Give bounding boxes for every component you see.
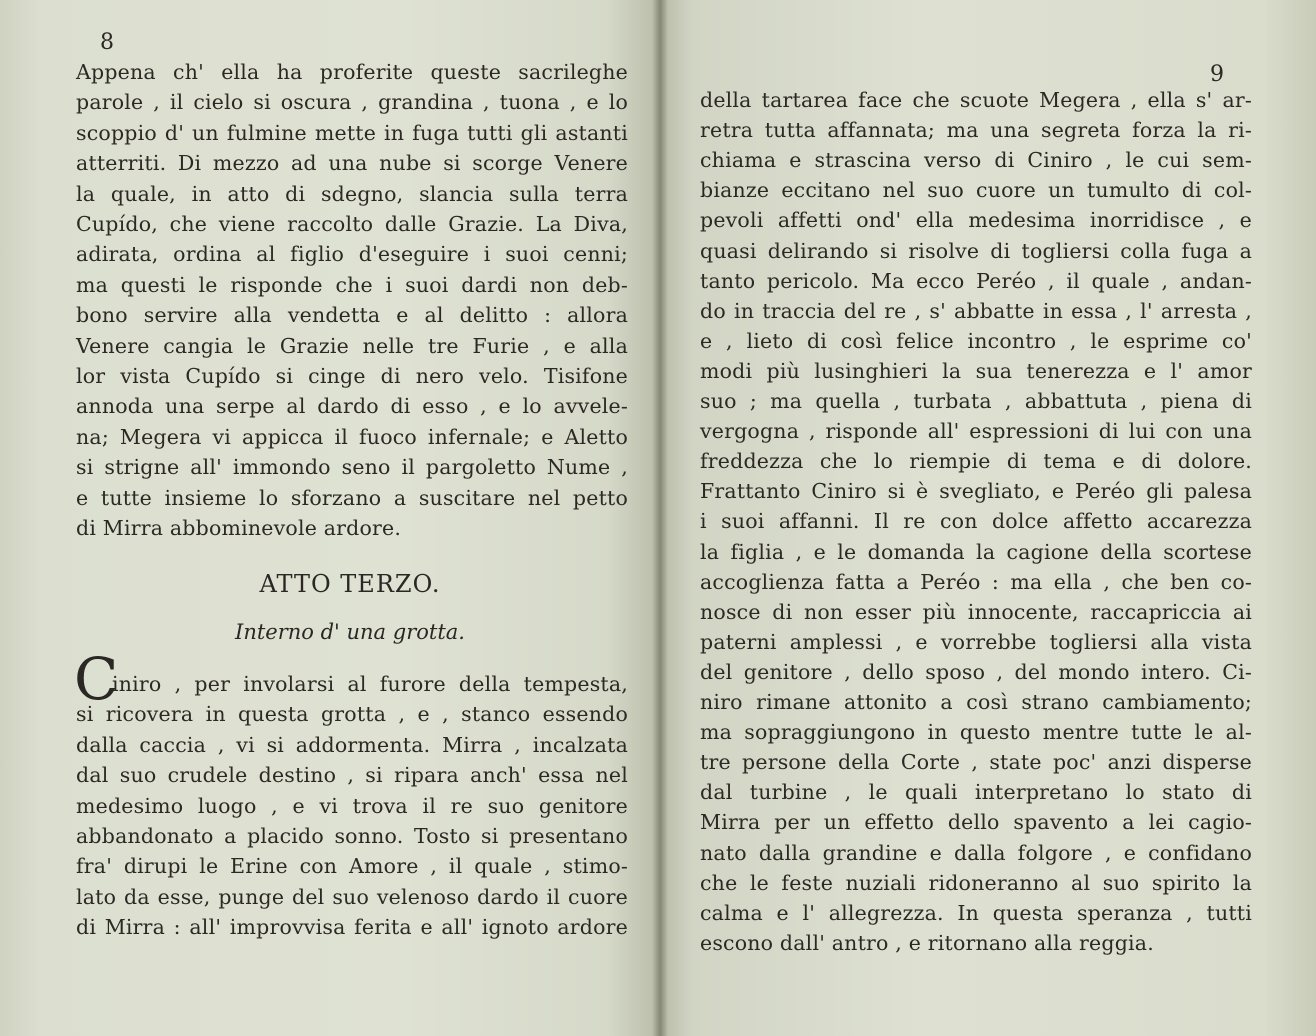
text-line: fra' dirupi le Erine con Amore , il quale , stimo- bbox=[76, 854, 628, 879]
text-line: quasi delirando si risolve di togliersi colla fuga a bbox=[700, 238, 1252, 263]
right-page bbox=[660, 0, 1316, 1036]
page-number-left: 8 bbox=[100, 30, 114, 55]
text-line: annoda una serpe al dardo di esso , e lo avvele- bbox=[76, 394, 628, 419]
text-line: i suoi affanni. Il re con dolce affetto accarezza bbox=[700, 509, 1252, 534]
text-line: parole , il cielo si oscura , grandina , tuona , e lo bbox=[76, 90, 628, 115]
text-line: dal suo crudele destino , si ripara anch' essa nel bbox=[76, 763, 628, 788]
text-line: pevoli affetti ond' ella medesima inorridisce , e bbox=[700, 208, 1252, 233]
text-line: dalla caccia , vi si addormenta. Mirra , incalzata bbox=[76, 732, 628, 757]
page-number-right: 9 bbox=[1210, 62, 1224, 87]
text-line: di Mirra : all' improvvisa ferita e all' ignoto ardore bbox=[76, 915, 628, 940]
text-line: medesimo luogo , e vi trova il re suo genitore bbox=[76, 793, 628, 818]
text-line: bianze eccitano nel suo cuore un tumulto di col- bbox=[700, 178, 1252, 203]
text-line: vergogna , risponde all' espressioni di lui con una bbox=[700, 419, 1252, 444]
text-line: e tutte insieme lo sforzano a suscitare nel petto bbox=[76, 485, 628, 510]
section-subtitle: Interno d' una grotta. bbox=[235, 620, 465, 644]
text-line: retra tutta affannata; ma una segreta forza la ri- bbox=[700, 118, 1252, 143]
text-line: Appena ch' ella ha proferite queste sacrileghe bbox=[76, 60, 628, 84]
drop-cap: C bbox=[74, 645, 119, 713]
text-line: del genitore , dello sposo , del mondo intero. Ci- bbox=[700, 659, 1252, 684]
text-line: freddezza che lo riempie di tema e di dolore. bbox=[700, 449, 1252, 474]
text-line: la figlia , e le domanda la cagione della scortese bbox=[700, 539, 1252, 564]
text-line: na; Megera vi appicca il fuoco infernale; e Aletto bbox=[76, 424, 628, 449]
text-line: dal turbine , le quali interpretano lo stato di bbox=[700, 780, 1252, 805]
text-line: lato da esse, punge del suo velenoso dardo il cuore bbox=[76, 884, 628, 909]
text-line: la quale, in atto di sdegno, slancia sulla terra bbox=[76, 181, 628, 206]
book-gutter bbox=[652, 0, 668, 1036]
text-line: di Mirra abbominevole ardore. bbox=[76, 516, 402, 540]
text-line: adirata, ordina al figlio d'eseguire i suoi cenni; bbox=[76, 242, 628, 267]
text-line: suo ; ma quella , turbata , abbattuta , piena di bbox=[700, 389, 1252, 413]
text-line: Frattanto Ciniro si è svegliato, e Peréo gli palesa bbox=[700, 479, 1252, 504]
text-line: niro rimane attonito a così strano cambiamento; bbox=[700, 690, 1252, 714]
text-line: chiama e strascina verso di Ciniro , le cui sem- bbox=[700, 148, 1252, 173]
text-line: abbandonato a placido sonno. Tosto si presentano bbox=[76, 824, 628, 848]
text-line: tre persone della Corte , state poc' anzi disperse bbox=[700, 750, 1252, 775]
text-line: ma questi le risponde che i suoi dardi non deb- bbox=[76, 272, 628, 297]
text-line: tanto pericolo. Ma ecco Peréo , il quale , andan- bbox=[700, 268, 1252, 293]
text-line: atterriti. Di mezzo ad una nube si scorge Venere bbox=[76, 151, 628, 176]
text-line: modi più lusinghieri la sua tenerezza e l' amor bbox=[700, 358, 1252, 383]
text-line: nosce di non esser più innocente, raccapriccia ai bbox=[700, 599, 1252, 624]
text-line: Cupído, che viene raccolto dalle Grazie. La Diva, bbox=[76, 212, 628, 236]
text-line: si strigne all' immondo seno il pargoletto Nume , bbox=[76, 455, 628, 480]
text-line: bono servire alla vendetta e al delitto : allora bbox=[76, 303, 628, 328]
text-line: iniro , per involarsi al furore della tempesta, bbox=[112, 672, 628, 696]
text-line: e , lieto di così felice incontro , le esprime co' bbox=[700, 328, 1252, 353]
text-line: escono dall' antro , e ritornano alla reggia. bbox=[700, 930, 1154, 955]
text-line: lor vista Cupído si cinge di nero velo. Tisifone bbox=[76, 364, 628, 388]
text-line: accoglienza fatta a Peréo : ma ella , che ben co- bbox=[700, 569, 1252, 594]
text-line: Venere cangia le Grazie nelle tre Furie , e alla bbox=[76, 333, 628, 358]
text-line: scoppio d' un fulmine mette in fuga tutti gli astanti bbox=[76, 120, 628, 145]
text-line: Mirra per un effetto dello spavento a lei cagio- bbox=[700, 810, 1252, 835]
text-line: paterni amplessi , e vorrebbe togliersi alla vista bbox=[700, 629, 1252, 654]
text-line: si ricovera in questa grotta , e , stanco essendo bbox=[76, 702, 628, 727]
text-line: do in traccia del re , s' abbatte in essa , l' arresta , bbox=[700, 298, 1252, 323]
text-line: nato dalla grandine e dalla folgore , e confidano bbox=[700, 840, 1252, 865]
text-line: calma e l' allegrezza. In questa speranza , tutti bbox=[700, 900, 1252, 925]
text-line: che le feste nuziali ridoneranno al suo spirito la bbox=[700, 870, 1252, 895]
text-line: della tartarea face che scuote Megera , ella s' ar- bbox=[700, 88, 1252, 112]
text-line: ma sopraggiungono in questo mentre tutte le al- bbox=[700, 720, 1252, 745]
section-title: ATTO TERZO. bbox=[259, 570, 441, 598]
